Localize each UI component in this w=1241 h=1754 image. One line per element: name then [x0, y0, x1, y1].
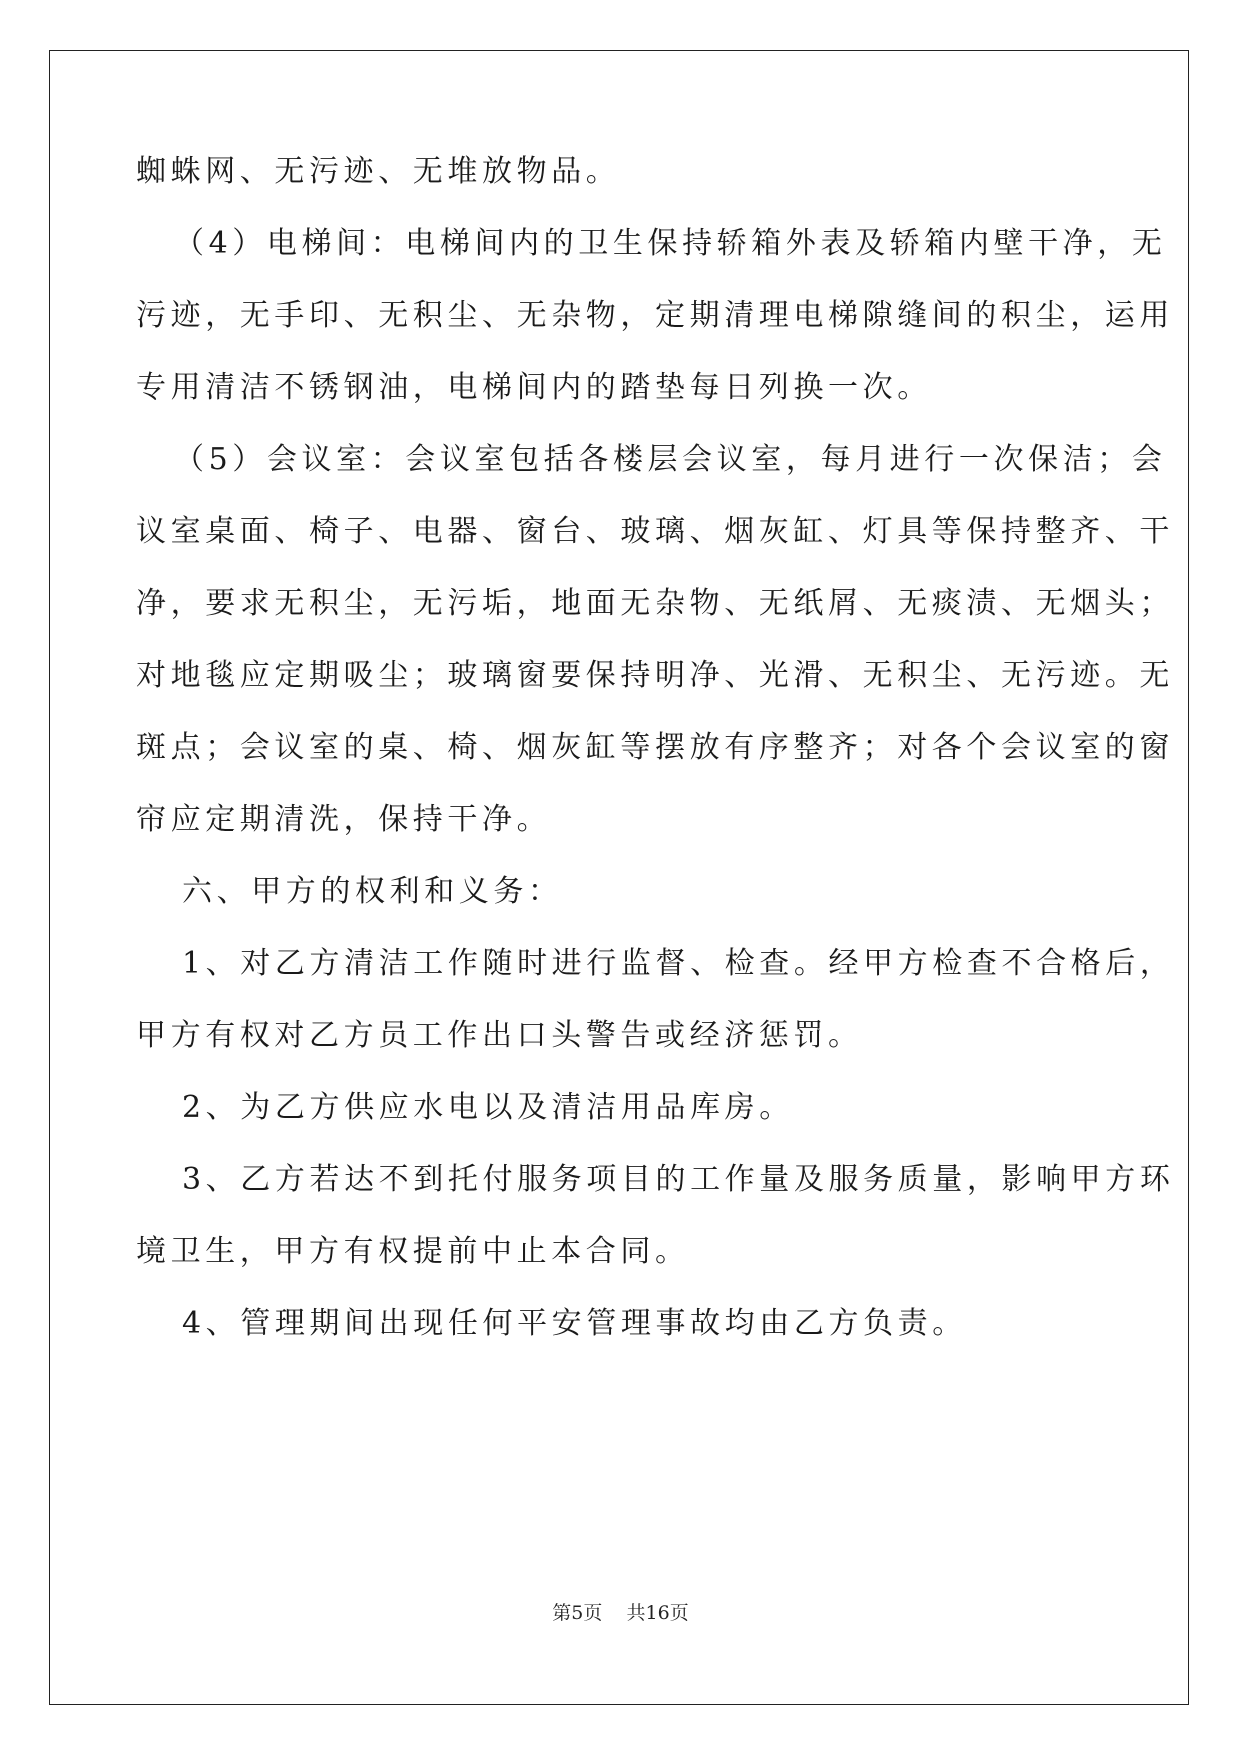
text-line: 议室桌面、椅子、电器、窗台、玻璃、烟灰缸、灯具等保持整齐、干 [136, 514, 1174, 549]
page-number: 第5页 [552, 1602, 603, 1624]
text-line: 斑点；会议室的桌、椅、烟灰缸等摆放有序整齐；对各个会议室的窗 [136, 730, 1174, 765]
text-line: 污迹，无手印、无积尘、无杂物，定期清理电梯隙缝间的积尘，运用 [136, 298, 1174, 333]
text-line: 净，要求无积尘，无污垢，地面无杂物、无纸屑、无痰渍、无烟头； [136, 586, 1174, 621]
text-line: 3、乙方若达不到托付服务项目的工作量及服务质量，影响甲方环 [182, 1162, 1175, 1197]
text-line: 专用清洁不锈钢油，电梯间内的踏垫每日列换一次。 [136, 370, 932, 405]
page-total: 共16页 [626, 1602, 689, 1624]
text-line: 甲方有权对乙方员工作出口头警告或经济惩罚。 [136, 1018, 863, 1053]
text-line: 2、为乙方供应水电以及清洁用品库房。 [182, 1090, 794, 1125]
text-line: 1、对乙方清洁工作随时进行监督、检查。经甲方检查不合格后， [182, 946, 1175, 981]
text-line: 蜘蛛网、无污迹、无堆放物品。 [136, 154, 621, 189]
text-line: （5）会议室：会议室包括各楼层会议室，每月进行一次保洁；会 [174, 442, 1167, 477]
text-line: 帘应定期清洗，保持干净。 [136, 802, 552, 837]
text-line: 境卫生，甲方有权提前中止本合同。 [136, 1234, 690, 1269]
text-line: 对地毯应定期吸尘；玻璃窗要保持明净、光滑、无积尘、无污迹。无 [136, 658, 1174, 693]
text-line: （4）电梯间：电梯间内的卫生保持轿箱外表及轿箱内壁干净，无 [174, 226, 1167, 261]
section-heading: 六、甲方的权利和义务： [182, 874, 563, 909]
text-line: 4、管理期间出现任何平安管理事故均由乙方负责。 [182, 1306, 967, 1341]
page-footer [0, 1601, 1241, 1625]
